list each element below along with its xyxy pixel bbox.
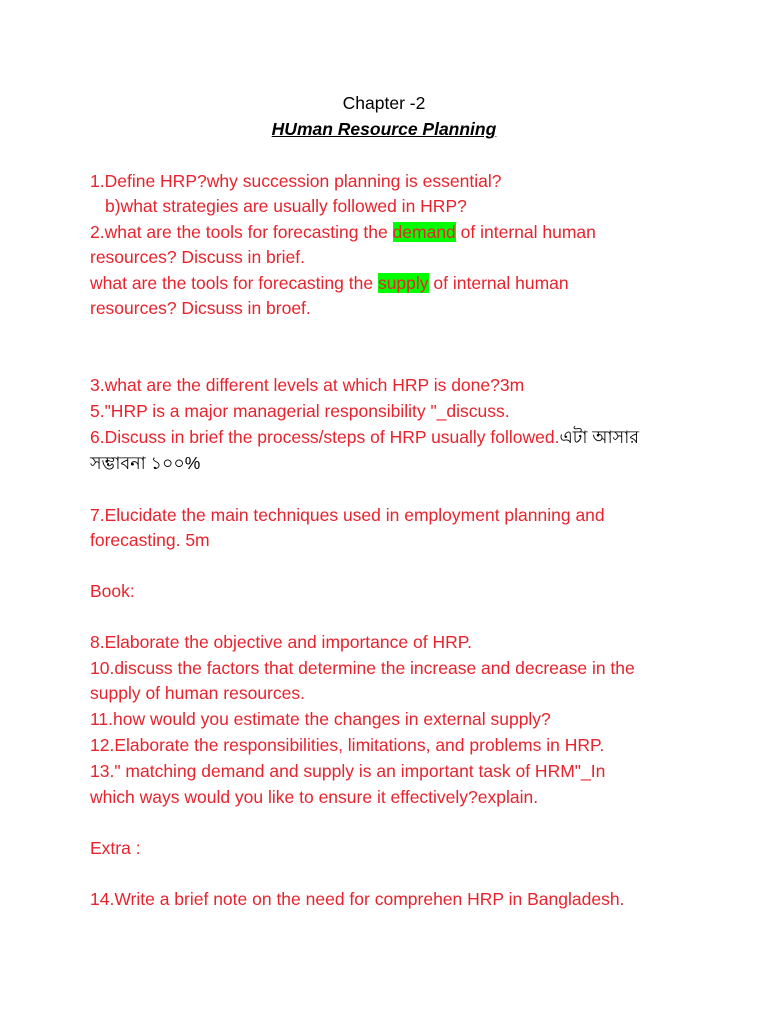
question-2b: [90, 271, 569, 295]
question-2-continued: resources? Discuss in brief.: [90, 247, 305, 267]
question-10: 10.discuss the factors that determine the increase and decrease in the: [90, 658, 635, 678]
highlight-supply: supply: [377, 273, 429, 293]
question-14: 14.Write a brief note on the need for comprehen HRP in Bangladesh.: [90, 889, 625, 909]
question-2b-continued: resources? Dicsuss in broef.: [90, 298, 311, 318]
question-3: 3.what are the different levels at which HRP is done?3m: [90, 375, 525, 395]
question-13: 13." matching demand and supply is an important task of HRM"_In: [90, 761, 606, 781]
question-12: 12.Elaborate the responsibilities, limitations, and problems in HRP.: [90, 735, 605, 755]
question-2b-text-start: what are the tools for forecasting the: [90, 273, 378, 293]
question-7-continued: forecasting. 5m: [90, 530, 210, 550]
question-6: [90, 425, 639, 449]
question-6-note-continued: সম্ভাবনা ১০০%: [90, 453, 201, 473]
question-8: 8.Elaborate the objective and importance of HRP.: [90, 632, 472, 652]
page-title: HUman Resource Planning: [271, 119, 497, 139]
highlight-demand: demand: [392, 222, 456, 242]
question-13-continued: which ways would you like to ensure it effectively?explain.: [90, 787, 539, 807]
question-6-text: 6.Discuss in brief the process/steps of HRP usually followed.: [90, 427, 560, 447]
question-5: 5."HRP is a major managerial responsibility "_discuss.: [90, 401, 510, 421]
book-label: Book:: [90, 581, 135, 601]
question-6-note: এটা আসার: [559, 427, 639, 447]
question-7: 7.Elucidate the main techniques used in employment planning and: [90, 505, 605, 525]
chapter-heading: Chapter -2: [342, 93, 426, 113]
question-1: 1.Define HRP?why succession planning is essential?: [90, 171, 502, 191]
question-2b-text-end: of internal human: [428, 273, 569, 293]
question-11: 11.how would you estimate the changes in external supply?: [90, 709, 551, 729]
question-1b: b)what strategies are usually followed in HRP?: [105, 196, 467, 216]
extra-label: Extra :: [90, 838, 141, 858]
question-2: [90, 220, 596, 244]
question-2-text-end: of internal human: [455, 222, 596, 242]
question-10-continued: supply of human resources.: [90, 683, 305, 703]
question-2-text-start: 2.what are the tools for forecasting the: [90, 222, 393, 242]
